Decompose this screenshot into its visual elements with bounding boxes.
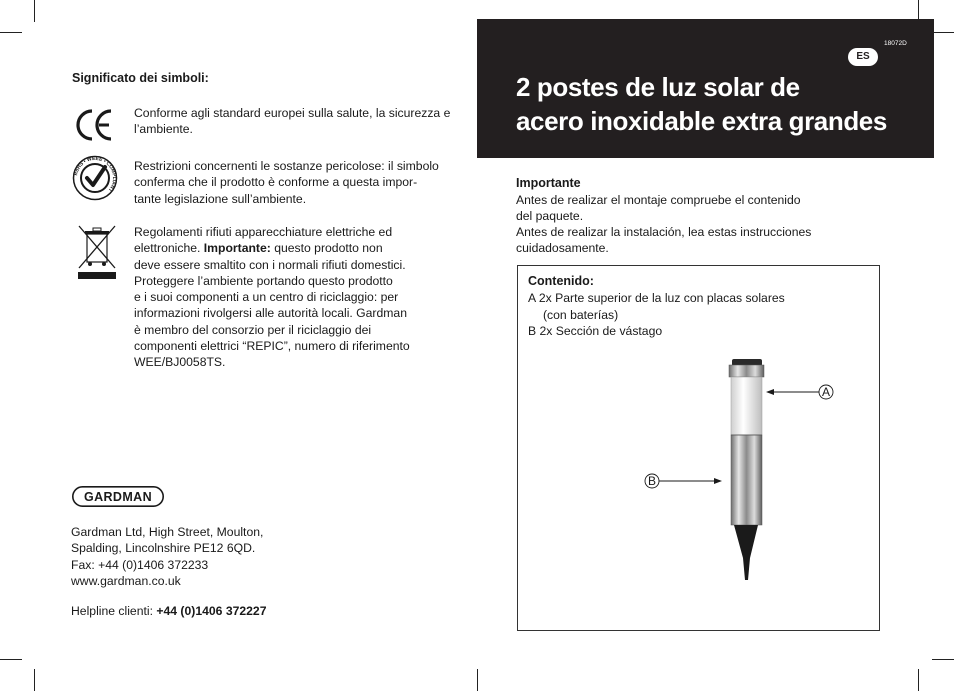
weee-text: questo prodotto non bbox=[270, 241, 383, 256]
weee-line: componenti elettrici “REPIC”, numero di riferimento bbox=[134, 339, 410, 354]
contents-item-a-note: (con baterías) bbox=[543, 307, 619, 322]
gardman-logo bbox=[72, 486, 164, 507]
crop-mark bbox=[0, 32, 22, 33]
company-address bbox=[71, 524, 263, 589]
contents-item-a: A 2x Parte superior de la luz con placas solares bbox=[528, 291, 785, 306]
svg-text:B: B bbox=[647, 474, 657, 488]
important-section bbox=[516, 175, 846, 256]
weee-line: deve essere smaltito con i normali rifiuti domestici. bbox=[134, 257, 406, 272]
rohs-line: conferma che il prodotto è conforme a questa impor- bbox=[134, 175, 418, 190]
crop-mark bbox=[34, 669, 35, 691]
svg-text:RoHS • WEEE • COMPLIANT bbox=[73, 156, 117, 193]
helpline-number[interactable]: +44 (0)1406 372227 bbox=[156, 604, 267, 618]
important-heading: Importante bbox=[516, 176, 581, 190]
crossed-out-bin-icon bbox=[76, 224, 118, 280]
light-top-part-a bbox=[729, 359, 764, 435]
important-line: del paquete. bbox=[516, 209, 584, 223]
callout-b bbox=[645, 474, 722, 488]
rohs-description bbox=[134, 158, 454, 207]
weee-important-label: Importante: bbox=[203, 241, 271, 256]
title-line: acero inoxidable extra grandes bbox=[516, 106, 887, 136]
svg-text:GARDMAN: GARDMAN bbox=[83, 490, 153, 505]
rohs-badge-text: RoHS • WEEE • COMPLIANT bbox=[73, 155, 118, 193]
important-line: Antes de realizar la instalación, lea estas instrucciones bbox=[516, 225, 812, 239]
crop-mark bbox=[477, 669, 478, 691]
helpline bbox=[71, 604, 266, 618]
weee-line: e i suoi componenti a un centro di riciclaggio: per bbox=[134, 290, 399, 305]
stake-section-b bbox=[731, 435, 762, 580]
contents-item-b: B 2x Sección de vástago bbox=[528, 324, 663, 339]
contents-heading: Contenido: bbox=[528, 274, 594, 288]
page-title bbox=[516, 70, 926, 138]
language-badge: ES bbox=[848, 48, 878, 66]
rohs-line: Restrizioni concernenti le sostanze pericolose: il simbolo bbox=[134, 159, 439, 173]
address-line: Spalding, Lincolnshire PE12 6QD. bbox=[71, 541, 256, 556]
callout-a bbox=[766, 385, 833, 399]
crop-mark bbox=[34, 0, 35, 22]
contents-list bbox=[528, 273, 785, 340]
svg-text:A: A bbox=[821, 385, 831, 399]
fax-line: Fax: +44 (0)1406 372233 bbox=[71, 557, 209, 572]
weee-line: Proteggere l’ambiente portando questo prodotto bbox=[134, 273, 393, 288]
weee-line: Regolamenti rifiuti apparecchiature elettriche ed bbox=[134, 225, 393, 239]
ce-mark-icon bbox=[74, 108, 114, 142]
product-code: 18072D bbox=[884, 40, 907, 47]
weee-line: è membro del consorzio per il riciclaggio dei bbox=[134, 322, 372, 337]
address-line: Gardman Ltd, High Street, Moulton, bbox=[71, 525, 264, 539]
crop-mark bbox=[932, 32, 954, 33]
website-link[interactable]: www.gardman.co.uk bbox=[71, 573, 181, 588]
solar-light-post-illustration bbox=[640, 352, 840, 592]
crop-mark bbox=[0, 659, 22, 660]
weee-description bbox=[134, 224, 454, 371]
crop-mark bbox=[932, 659, 954, 660]
weee-line bbox=[134, 240, 454, 256]
ce-description: Conforme agli standard europei sulla salute, la sicurezza e l’ambiente. bbox=[134, 106, 451, 137]
weee-text: elettroniche. bbox=[134, 241, 204, 256]
crop-mark bbox=[918, 669, 919, 691]
helpline-label: Helpline clienti: bbox=[71, 604, 157, 618]
weee-line: WEE/BJ0058TS. bbox=[134, 355, 226, 370]
symbols-title: Significato dei simboli: bbox=[72, 71, 209, 85]
rohs-line: tante legislazione sull’ambiente. bbox=[134, 191, 307, 206]
title-line: 2 postes de luz solar de bbox=[516, 72, 800, 102]
important-line: cuidadosamente. bbox=[516, 241, 609, 255]
weee-line: informazioni rivolgersi alle autorità locali. Gardman bbox=[134, 306, 407, 321]
rohs-weee-compliant-icon bbox=[72, 155, 118, 201]
important-line: Antes de realizar el montaje compruebe el contenido bbox=[516, 193, 801, 207]
